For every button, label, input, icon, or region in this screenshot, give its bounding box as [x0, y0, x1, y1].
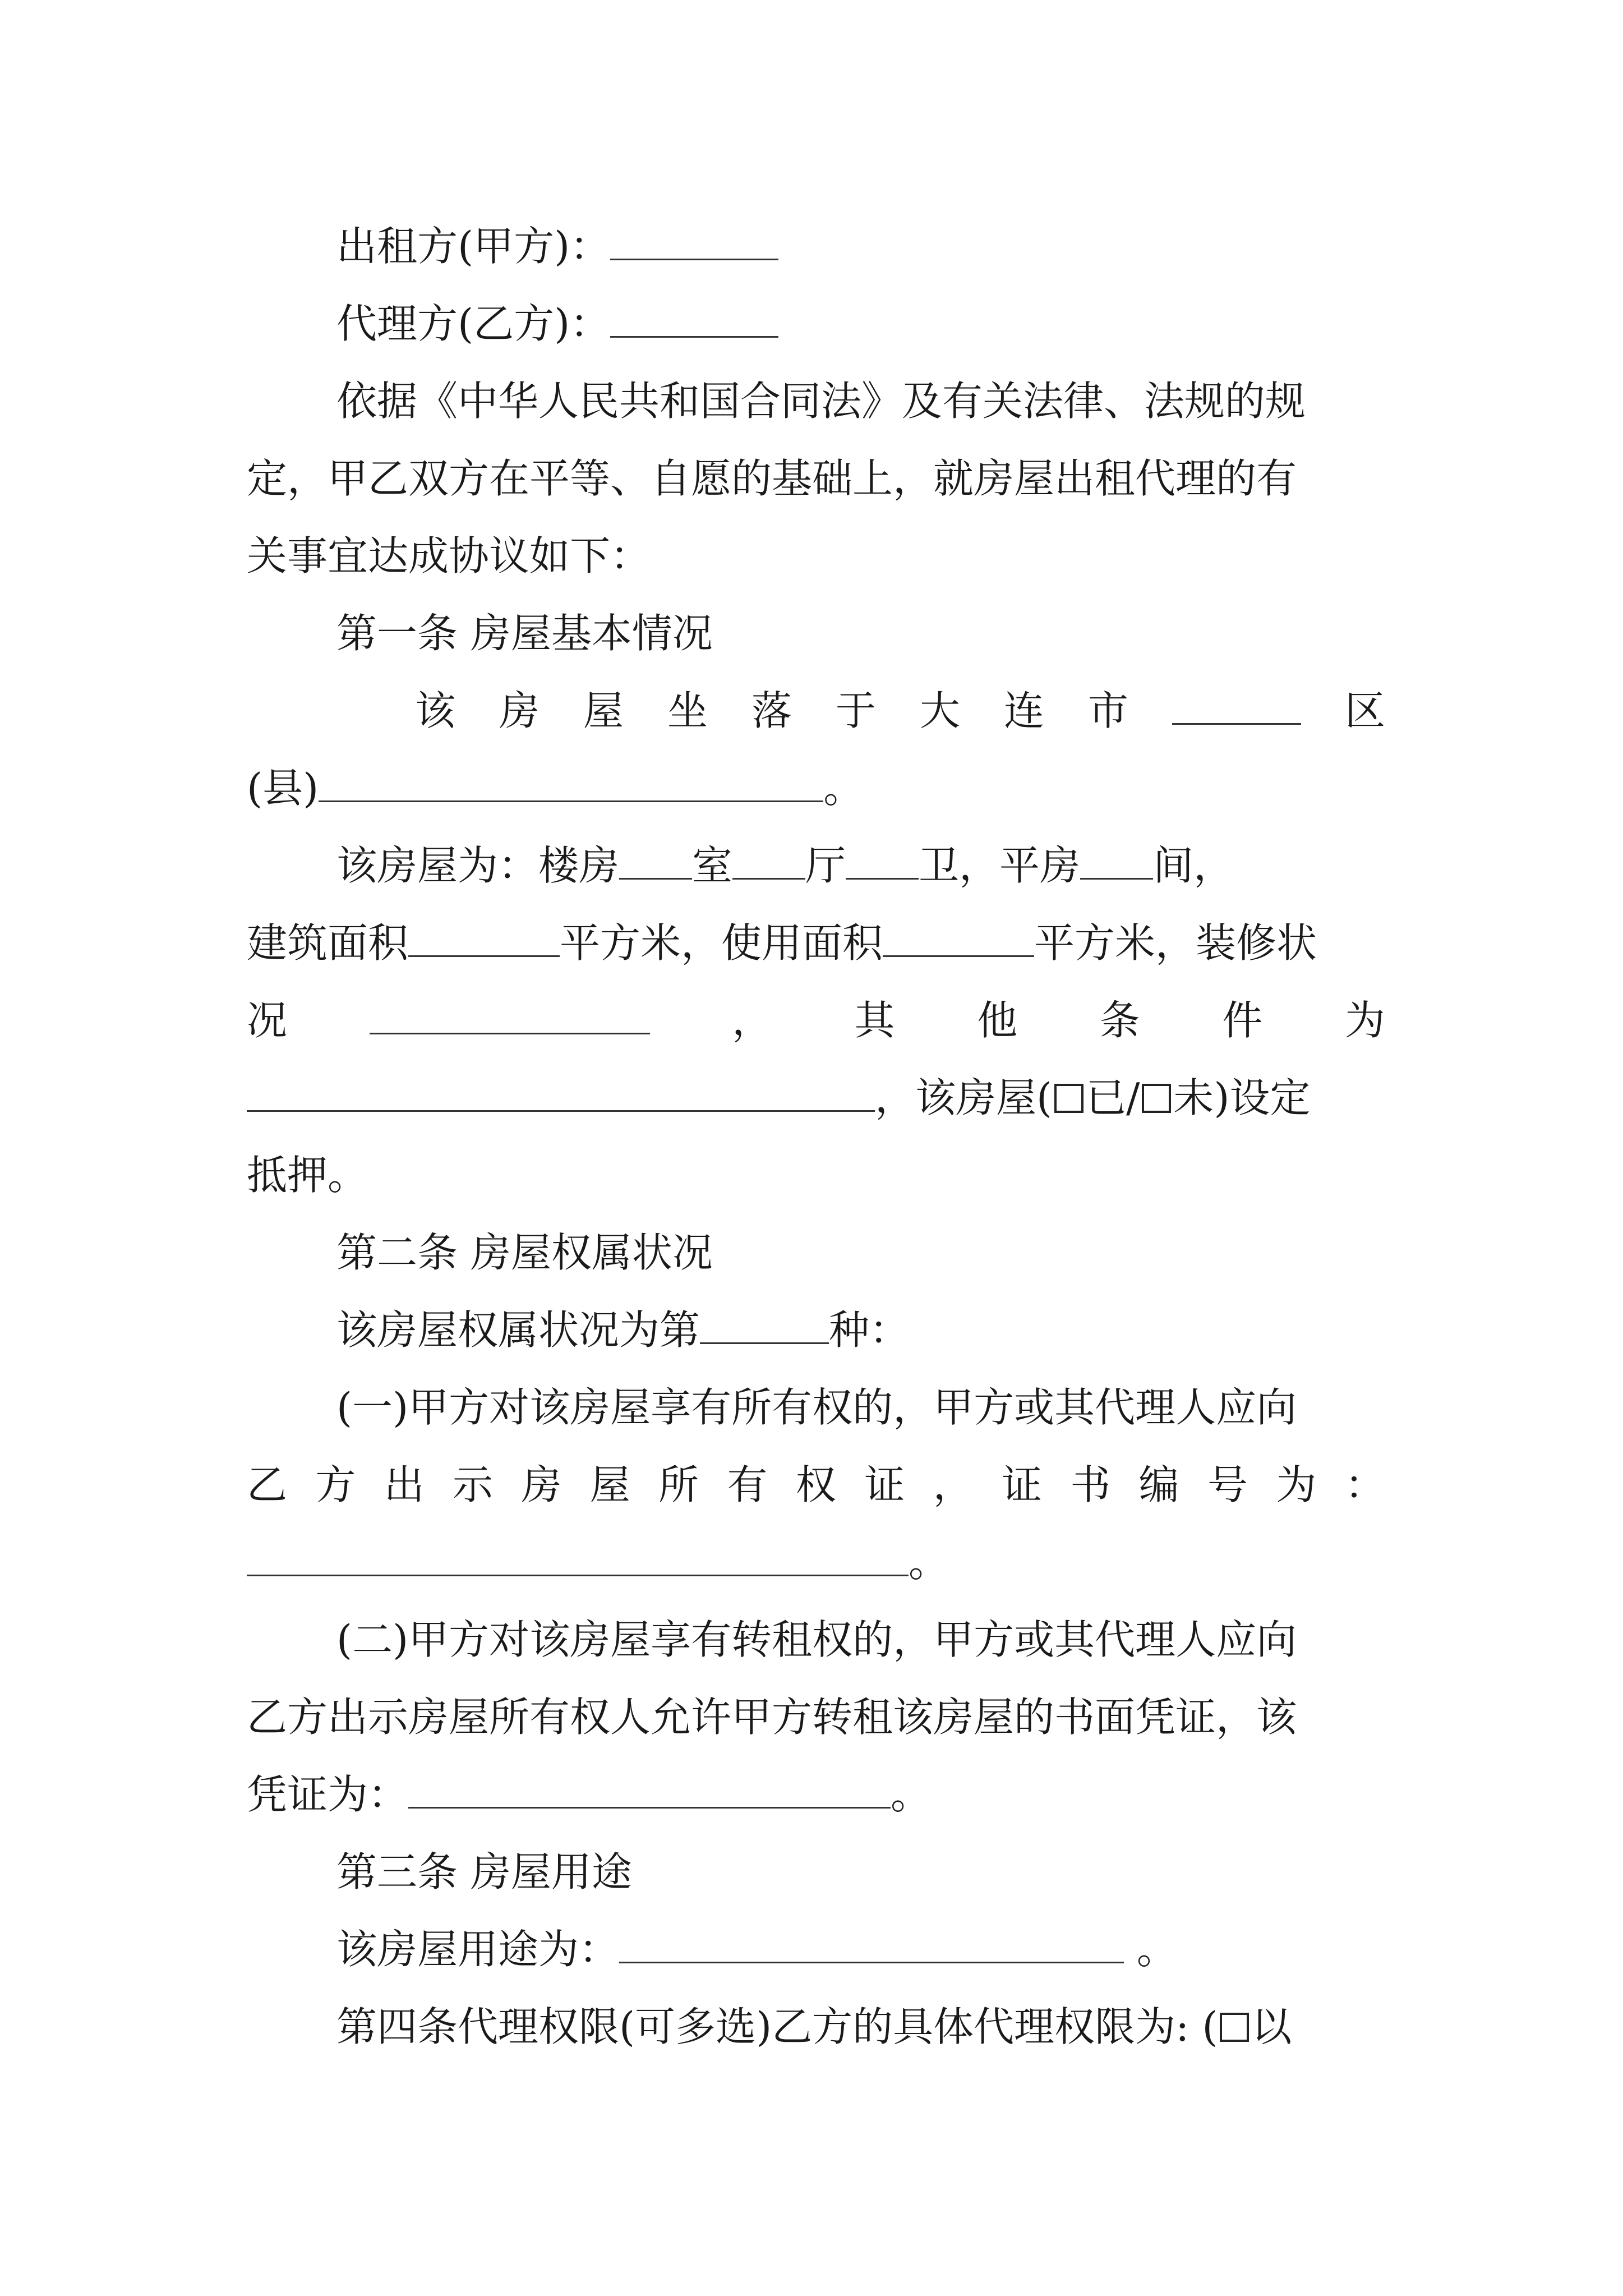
opt1-char: 房	[521, 1461, 562, 1508]
bungalow-blank[interactable]	[1080, 834, 1153, 880]
sublease-voucher-blank[interactable]	[408, 1763, 891, 1809]
opt1-char: 出	[384, 1461, 425, 1508]
opt1-char: 乙	[247, 1461, 288, 1508]
sqm1-label: 平方米，使用面积	[560, 919, 883, 967]
shi-label: 室	[692, 842, 733, 889]
opt1-char: 号	[1207, 1461, 1248, 1508]
opt1-char: 有	[727, 1461, 768, 1508]
opt1-char: 为	[1276, 1461, 1317, 1508]
sqm2-label: 平方米，装修状	[1034, 919, 1317, 967]
art4-text: 第四条代理权限(可多选)乙方的具体代理权限为: (	[336, 2003, 1218, 2050]
option-1-line-3	[247, 1524, 1385, 1601]
status-b: 种：	[829, 1306, 910, 1354]
use-area-blank[interactable]	[883, 912, 1034, 957]
opt1-char: 书	[1070, 1461, 1111, 1508]
jian-label: 间，	[1153, 842, 1234, 889]
location-line	[247, 672, 1385, 749]
other-char: 条	[1099, 997, 1140, 1044]
option-2-line-1: (二)甲方对该房屋享有转租权的，甲方或其代理人应向	[336, 1616, 1297, 1663]
mortgage-line	[247, 1059, 1385, 1137]
type-prefix: 该房屋为：楼房	[336, 842, 620, 889]
opt1-char: ：	[1344, 1461, 1385, 1508]
article-1-title: 第一条 房屋基本情况	[336, 610, 713, 657]
district-blank[interactable]	[1172, 679, 1301, 725]
opt1-char: 证	[864, 1461, 905, 1508]
decoration-blank[interactable]	[370, 989, 650, 1034]
intro-line-2: 定，甲乙双方在平等、自愿的基础上，就房屋出租代理的有	[247, 455, 1297, 502]
option-2-line-3	[247, 1756, 1385, 1833]
opt2-label: 凭证为：	[247, 1771, 409, 1818]
use-blank[interactable]	[619, 1918, 1124, 1963]
mortgage-end: 抵押。	[247, 1152, 368, 1199]
loc-char: 该	[415, 687, 456, 734]
agent-blank[interactable]	[610, 292, 778, 338]
loc-char: 落	[751, 687, 792, 734]
authority-checkbox[interactable]	[1220, 2013, 1249, 2042]
other-char: 他	[977, 997, 1018, 1044]
contract-page	[247, 208, 1385, 2065]
mortgage-b: 已/	[1086, 1074, 1140, 1121]
county-blank[interactable]	[319, 757, 823, 802]
intro-line-3: 关事宜达成协议如下：	[247, 532, 651, 579]
lessor-blank[interactable]	[610, 215, 778, 260]
other-conditions-blank[interactable]	[247, 1066, 875, 1112]
decoration-line	[247, 982, 1385, 1059]
opt1-end: 。	[909, 1539, 949, 1586]
loc-char: 屋	[583, 687, 624, 734]
loc-char: 连	[1004, 687, 1045, 734]
ownership-status-line	[247, 1291, 1385, 1369]
comma: ，	[732, 997, 773, 1044]
opt2-end: 。	[891, 1771, 932, 1818]
opt1-char: 编	[1138, 1461, 1179, 1508]
mortgage-a: ，该房屋(	[875, 1074, 1053, 1121]
article-4-line	[247, 1988, 1385, 2065]
area-label: 建筑面积	[247, 919, 409, 967]
loc-char: 坐	[667, 687, 708, 734]
opt1-char: 方	[315, 1461, 356, 1508]
mortgage-c: 未)设定	[1173, 1074, 1311, 1121]
option-1-line-2	[247, 1446, 1385, 1524]
opt1-char: 示	[453, 1461, 494, 1508]
article-2-title: 第二条 房屋权属状况	[336, 1229, 713, 1276]
opt1-char: ，	[933, 1461, 974, 1508]
art4-text-b: 以	[1251, 2003, 1292, 2050]
ting-label: 厅	[805, 842, 846, 889]
article-3-title: 第三条 房屋用途	[336, 1848, 632, 1895]
other-char: 其	[854, 997, 895, 1044]
opt1-char: 屋	[589, 1461, 630, 1508]
certificate-number-blank[interactable]	[247, 1531, 909, 1576]
county-period: 。	[823, 765, 864, 812]
agent-line	[247, 285, 1385, 362]
halls-blank[interactable]	[732, 834, 805, 880]
county-line	[247, 749, 1385, 827]
use-end: 。	[1124, 1926, 1177, 1973]
status-blank[interactable]	[700, 1299, 829, 1344]
opt1-char: 权	[795, 1461, 836, 1508]
status-a: 该房屋权属状况为第	[336, 1306, 700, 1354]
use-line	[247, 1911, 1385, 1988]
option-1-line-1: (一)甲方对该房屋享有所有权的，甲方或其代理人应向	[336, 1384, 1297, 1431]
build-area-blank[interactable]	[408, 912, 560, 957]
loc-end: 区	[1344, 687, 1385, 734]
house-type-line	[247, 827, 1385, 904]
other-char: 件	[1222, 997, 1263, 1044]
rooms-blank[interactable]	[619, 834, 692, 880]
opt1-char: 所	[658, 1461, 699, 1508]
baths-blank[interactable]	[846, 834, 919, 880]
wei-label: 卫，平房	[919, 842, 1081, 889]
lessor-label: 出租方(甲方)：	[336, 223, 611, 270]
lessor-line	[247, 208, 1385, 285]
loc-char: 于	[836, 687, 877, 734]
use-label: 该房屋用途为：	[336, 1926, 620, 1973]
loc-char: 大	[920, 687, 961, 734]
area-line	[247, 904, 1385, 982]
mortgaged-checkbox[interactable]	[1054, 1084, 1083, 1113]
not-mortgaged-checkbox[interactable]	[1142, 1084, 1171, 1113]
loc-char: 房	[499, 687, 540, 734]
opt1-char: 证	[1001, 1461, 1042, 1508]
intro-line-1: 依据《中华人民共和国合同法》及有关法律、法规的规	[336, 378, 1306, 425]
option-2-line-2: 乙方出示房屋所有权人允许甲方转租该房屋的书面凭证，该	[247, 1694, 1297, 1741]
other-char: 为	[1344, 997, 1385, 1044]
kuang-label: 况	[247, 997, 288, 1044]
agent-label: 代理方(乙方)：	[336, 300, 611, 347]
county-label: (县)	[247, 765, 319, 812]
loc-char: 市	[1088, 687, 1129, 734]
